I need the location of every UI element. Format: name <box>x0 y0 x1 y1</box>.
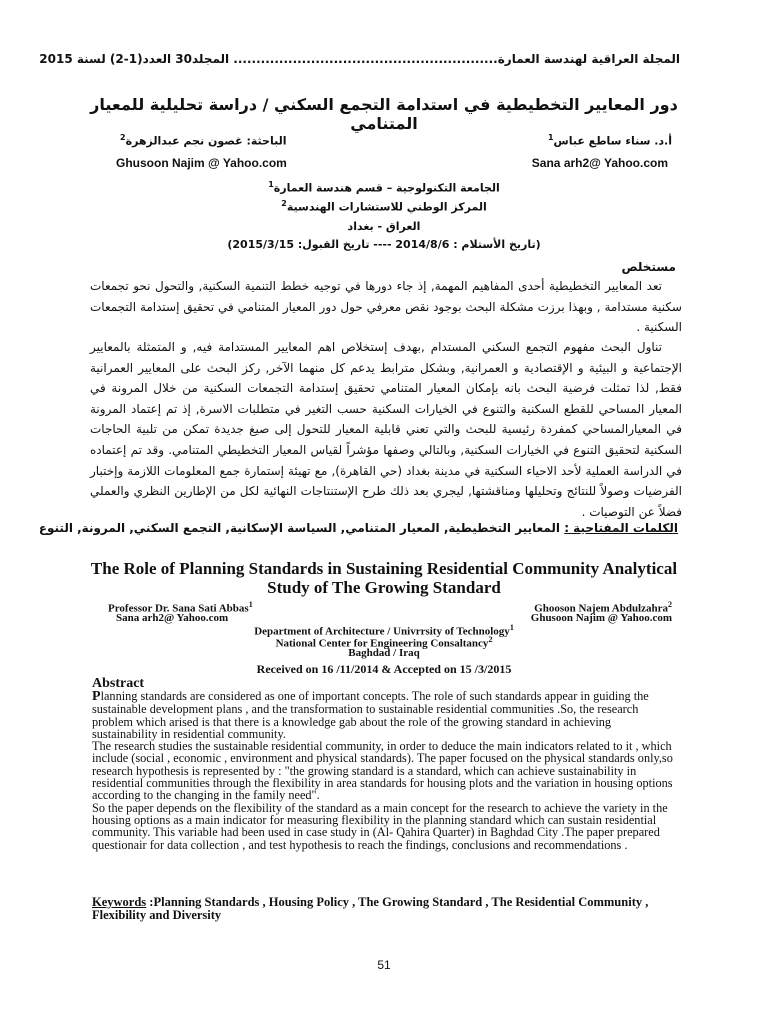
english-author-1-sup: 1 <box>248 600 253 609</box>
page-number: 51 <box>377 958 391 972</box>
arabic-affiliation-2 <box>0 199 768 214</box>
english-dates: Received on 16 /11/2014 & Accepted on 15 /3/2015 <box>256 662 512 676</box>
arabic-author-1-name: أ.د. سناء ساطع عباس <box>553 134 672 148</box>
arabic-abstract-para-1: تعد المعايير التخطيطية أحدى المفاهيم المهمة, إذ جاء دورها في توجيه خطط التنمية السكنية, والتحول نحو تجمعات سكنية مستدامة , وبهذا برزت مشكلة البحث بوجود نقص معرفي حول دور المعيار المتنامي في تحقيق إستدامة التجمعات السكنية . <box>90 279 682 335</box>
english-keywords-label: Keywords <box>92 895 147 909</box>
english-location: Baghdad / Iraq <box>348 647 420 659</box>
arabic-author-1 <box>548 133 672 148</box>
english-abstract-para-1-text: lanning standards are considered as one of important concepts. The role of such standards appear in guiding the sustainable development plans , and the transformation to sustainable residential communities .So, the research problem which arised is that there is a knowledge gab about the role of the growing standard in achieving sustainability in residential community. <box>92 689 649 741</box>
english-abstract-para-2: The research studies the sustainable residential community, in order to deduce the main indicators related to it , which include (social , economic , environment and physical standards). The paper focused on the physical standards only,so research hypothesis is represented by : "the growing standard is a standard, which can achieve sustainability in residential communities through the flexibility in area standards for housing plots and the variation in housing options according to the changing in the family need". <box>92 739 673 803</box>
arabic-affiliation-1 <box>0 180 768 195</box>
english-abstract-heading: Abstract <box>92 676 145 691</box>
english-affiliation-2-text: National Center for Engineering Consaltancy <box>275 637 489 650</box>
arabic-affiliation-1-text: الجامعة التكنولوجية – قسم هندسة العمارة <box>273 181 500 195</box>
english-affiliation-1-sup: 1 <box>509 623 514 632</box>
english-affiliation-1-text: Department of Architecture / Univrrsity of Technology <box>254 625 510 638</box>
english-keywords-text: :Planning Standards , Housing Policy , The Growing Standard , The Residential Community , Flexibility and Diversity <box>92 895 649 922</box>
arabic-keywords <box>39 521 678 535</box>
arabic-keywords-label: الكلمات المفتاحية : <box>564 521 678 535</box>
running-head: المجلة العراقية لهندسة العمارة.......................................................... المجلد30 العدد(1-2) لسنة 2015 <box>39 52 680 66</box>
arabic-abstract-heading: مستخلص <box>621 260 676 274</box>
english-author-1-name: Professor Dr. Sana Sati Abbas <box>108 602 249 615</box>
arabic-affiliation-2-sup: 2 <box>281 199 287 208</box>
arabic-title: دور المعايير التخطيطية في استدامة التجمع السكني / دراسة تحليلية للمعيار المتنامي <box>90 95 678 133</box>
english-title: The Role of Planning Standards in Sustaining Residential Community Analytical Study of The Growing Standard <box>90 559 678 597</box>
arabic-author-2 <box>120 133 286 148</box>
arabic-affiliation-2-text: المركز الوطني للاستشارات الهندسية <box>286 200 487 214</box>
english-affiliation-2-sup: 2 <box>488 635 493 644</box>
english-author-2-sup: 2 <box>668 600 672 609</box>
arabic-email-1: Sana arh2@ Yahoo.com <box>531 156 668 170</box>
english-abstract-body <box>92 690 676 851</box>
arabic-dates: (تاريخ الأستلام : 2014/8/6 ---- تاريخ القبول: 2015/3/15) <box>227 238 541 251</box>
english-abstract-para-1 <box>92 690 676 740</box>
english-email-2: Ghusoon Najim @ Yahoo.com <box>530 612 672 624</box>
arabic-author-2-name: الباحثة: غصون نجم عبدالزهرة <box>125 134 287 148</box>
english-abstract-para-3: So the paper depends on the flexibility of the standard as a main concept for the research to achieve the variety in the housing options as a main indicator for measuring flexibility in the planning standard which can sustain residential community. This variable had been used in case study in (Al- Qahira Quarter) in Baghdad City .The paper prepared questionair for data collection , and test hypothesis to reach the findings, conclusions and recommendations . <box>92 800 668 852</box>
arabic-keywords-text: المعايير التخطيطية, المعيار المتنامي, السياسة الإسكانية, التجمع السكني, المرونة, التنوع <box>38 521 565 535</box>
english-keywords <box>92 896 676 921</box>
arabic-affiliation-1-sup: 1 <box>268 180 274 189</box>
arabic-author-2-sup: 2 <box>120 133 126 142</box>
arabic-author-1-sup: 1 <box>547 133 554 142</box>
english-email-1: Sana arh2@ Yahoo.com <box>116 612 229 624</box>
dropcap: P <box>92 689 101 704</box>
arabic-email-2: Ghusoon Najim @ Yahoo.com <box>116 156 287 170</box>
arabic-location: العراق - بغداد <box>347 220 421 233</box>
arabic-abstract-para-2: تناول البحث مفهوم التجمع السكني المستدام ,بهدف إستخلاص اهم المعايير المستدامة فيه, و المتمثلة بالمعايير الإجتماعية و البيئية و الإقتصادية و العمرانية, وبشكل مترابط يدعم كل منهما الآخر, ركز البحث على المعايير العمرانية فقط, لذا تمثلت فرضية البحث بانه بإمكان المعيار المتنامي تحقيق إستدامة التجمعات السكنية من خلال المرونة في المعيار المساحي للقطع السكنية والتنوع في الخيارات السكنية حسب التغير في متطلبات الاسرة, إذ تم إعتماد المرونة في المعيارالمساحي كمفردة رئيسية للبحث والتي تعني قابلية المعيار للتحول إلى صيغ جديدة تمكن من تلبية الحاجات السكنية لتحقيق التنوع في الخيارات السكنية, وبالتالي وصفها مؤشراً لقياس المعيار التخطيطي المتنامي. وقد تم إعتماده في الدراسة العملية لأحد الاحياء السكنية في مدينة بغداد (حي القاهرة), مع تهيئة إستمارة جمع المعلومات اللازمة وإختبار الفرضيات وصولاً للنتائج وتحليلها ومناقشتها, ليجري بعد ذلك طرح الإستنتاجات النهائية لكل من الإطارين النظري والعملي فضلاً عن التوصيات . <box>90 340 682 519</box>
english-author-2-name: Ghooson Najem Abdulzahra <box>534 602 668 615</box>
